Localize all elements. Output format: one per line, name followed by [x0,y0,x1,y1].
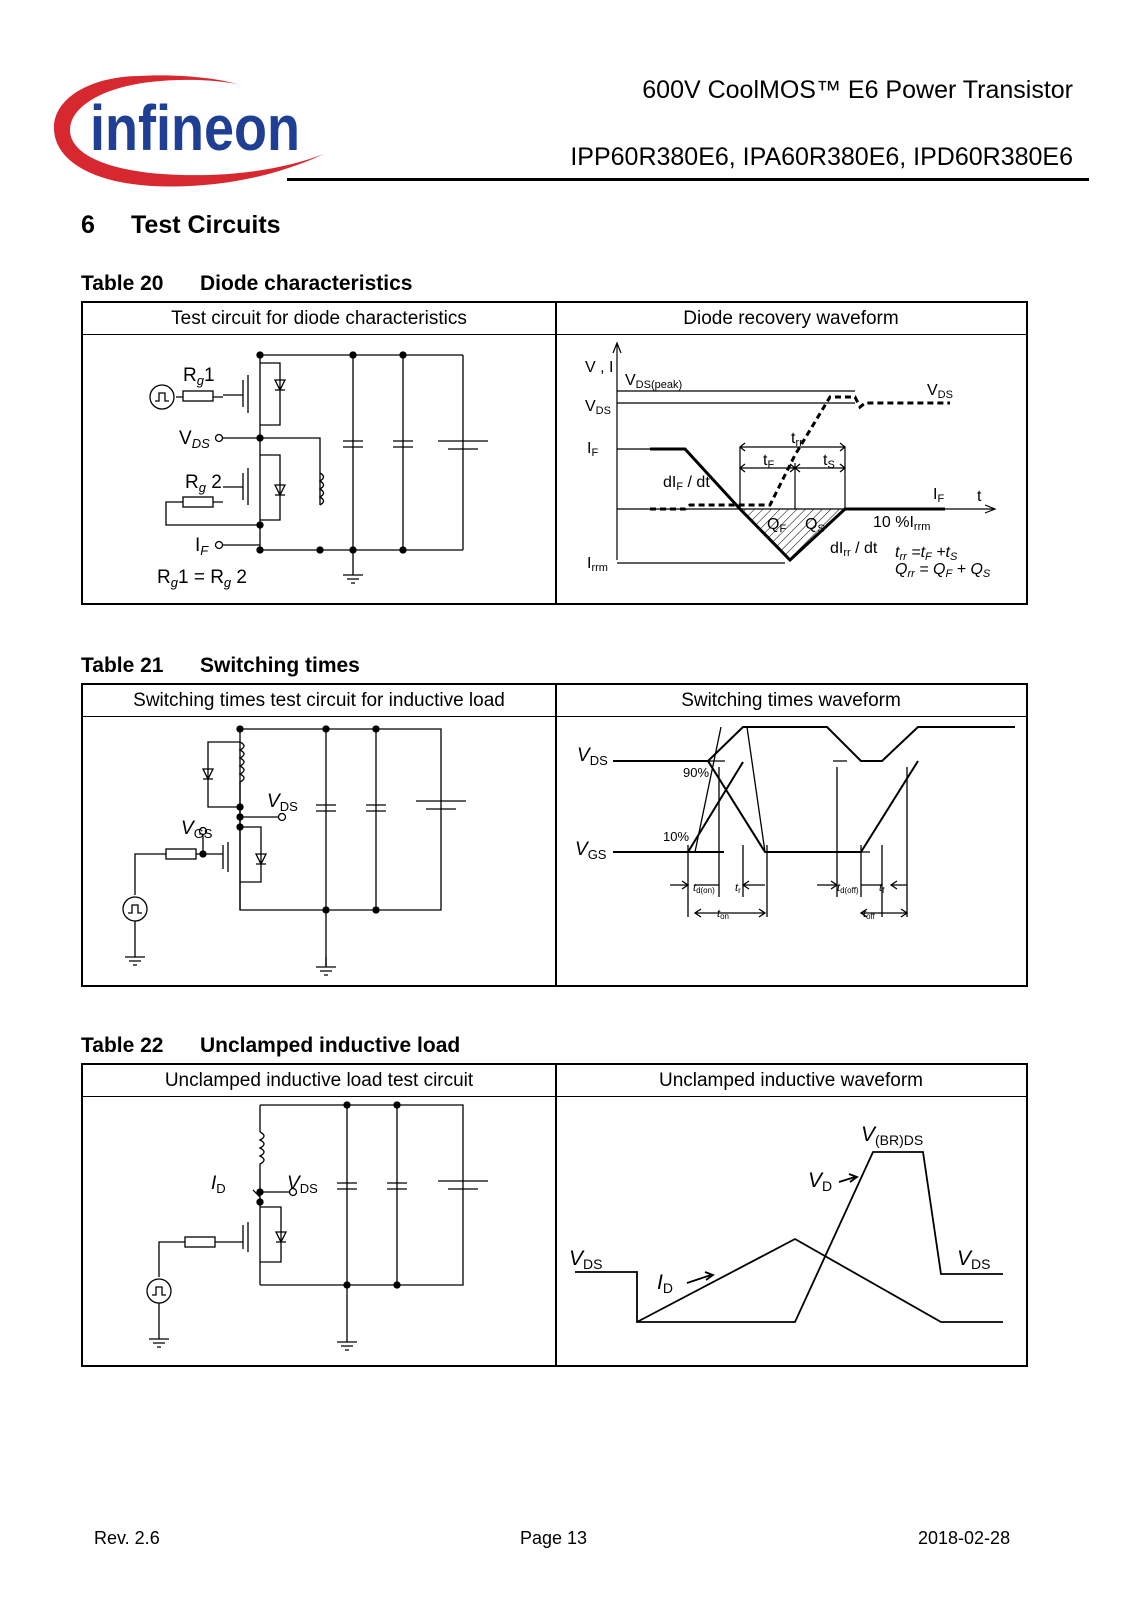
id-label: ID [657,1271,673,1296]
if-left-label: IF [587,440,599,459]
ts-label: tS [823,452,835,471]
section-heading [81,211,281,240]
time-axis-label: t [977,488,982,505]
td-on-label: td(on) [693,882,715,895]
td-off-label: td(off) [837,882,859,895]
table-22-caption [81,1034,460,1058]
vds-left-label: VDS [569,1247,603,1272]
vds-terminal-label: $V_{DS}$ [287,1173,318,1196]
table-22-column-circuit: Unclamped inductive load test circuit [83,1065,555,1097]
ninety-percent-label: 90% [683,765,710,780]
logo-text: infineon [90,92,300,164]
tf-label: tf [879,882,885,895]
vds-left-label: VDS [585,398,611,417]
vds-terminal-label: $V_{DS}$ [179,428,210,451]
footer-page-number: Page 13 [520,1528,588,1548]
rg-equation: $R_g1 = R_g$ 2 [157,567,248,590]
ten-percent-irrm-label: 10 %Irrm [873,514,931,533]
footer-date: 2018-02-28 [918,1528,1011,1548]
table-20 [81,301,1028,605]
vgs-wave-label: $V_{GS}$ [575,839,607,862]
dirr-dt-label: dIrr / dt [830,540,878,559]
document-part-numbers: IPP60R380E6, IPA60R380E6, IPD60R380E6 [570,143,1073,171]
tr-label: tr [735,882,741,895]
rg2-label: $R_g$ 2 [185,472,222,495]
section-number: 6 [81,211,95,239]
vd-label: VD [808,1169,833,1194]
qf-label: QF [767,516,787,535]
table-title: Unclamped inductive load [200,1034,461,1057]
unclamped-test-circuit [83,1097,555,1365]
vds-right-label: VDS [927,382,953,401]
vds-peak-label: VDS(peak) [625,372,683,391]
table-22 [81,1063,1028,1367]
header-divider [287,178,1089,181]
document-title: 600V CoolMOS™ E6 Power Transistor [642,76,1073,104]
vds-terminal-label: $V_{DS}$ [267,791,298,814]
vbr-label: V(BR)DS [861,1123,924,1148]
vgs-terminal-label: $V_{GS}$ [181,818,213,841]
id-label: $I_D$ [211,1173,226,1196]
qs-label: QS [805,516,825,535]
table-number: Table 21 [81,654,164,677]
table-title: Diode characteristics [200,272,413,295]
table-21-column-waveform: Switching times waveform [555,685,1026,717]
table-21 [81,683,1028,987]
qrr-equation: Qrr = QF + QS [895,561,991,580]
if-terminal-label: $I_F$ [195,535,209,558]
trr-label: trr [791,430,803,449]
unclamped-waveform [555,1097,1026,1365]
table-22-column-waveform: Unclamped inductive waveform [555,1065,1026,1097]
toff-label: toff [863,908,875,921]
section-title: Test Circuits [131,211,281,239]
table-20-caption [81,272,412,296]
diode-recovery-waveform [555,335,1026,603]
switching-test-circuit [83,717,555,985]
table-20-column-circuit: Test circuit for diode characteristics [83,303,555,335]
footer-revision: Rev. 2.6 [94,1528,160,1548]
if-right-label: IF [933,486,945,505]
ton-label: ton [717,908,729,921]
tf-label: tF [763,452,775,471]
table-number: Table 20 [81,272,164,295]
diode-test-circuit [83,335,555,603]
infineon-logo [52,68,332,193]
dif-dt-label: dIF / dt [663,474,710,493]
trr-equation: trr =tF +tS [895,544,958,563]
irrm-label: Irrm [587,555,608,574]
rg1-label: $R_g1$ [183,365,215,388]
table-title: Switching times [200,654,360,677]
axis-label-v-i: V , I [585,359,614,376]
table-20-column-waveform: Diode recovery waveform [555,303,1026,335]
table-number: Table 22 [81,1034,164,1057]
switching-waveform [555,717,1026,985]
table-21-column-circuit: Switching times test circuit for inductive load [83,685,555,717]
ten-percent-label: 10% [663,829,690,844]
vds-right-label: VDS [957,1247,991,1272]
table-21-caption [81,654,360,678]
vds-wave-label: $V_{DS}$ [577,745,608,768]
